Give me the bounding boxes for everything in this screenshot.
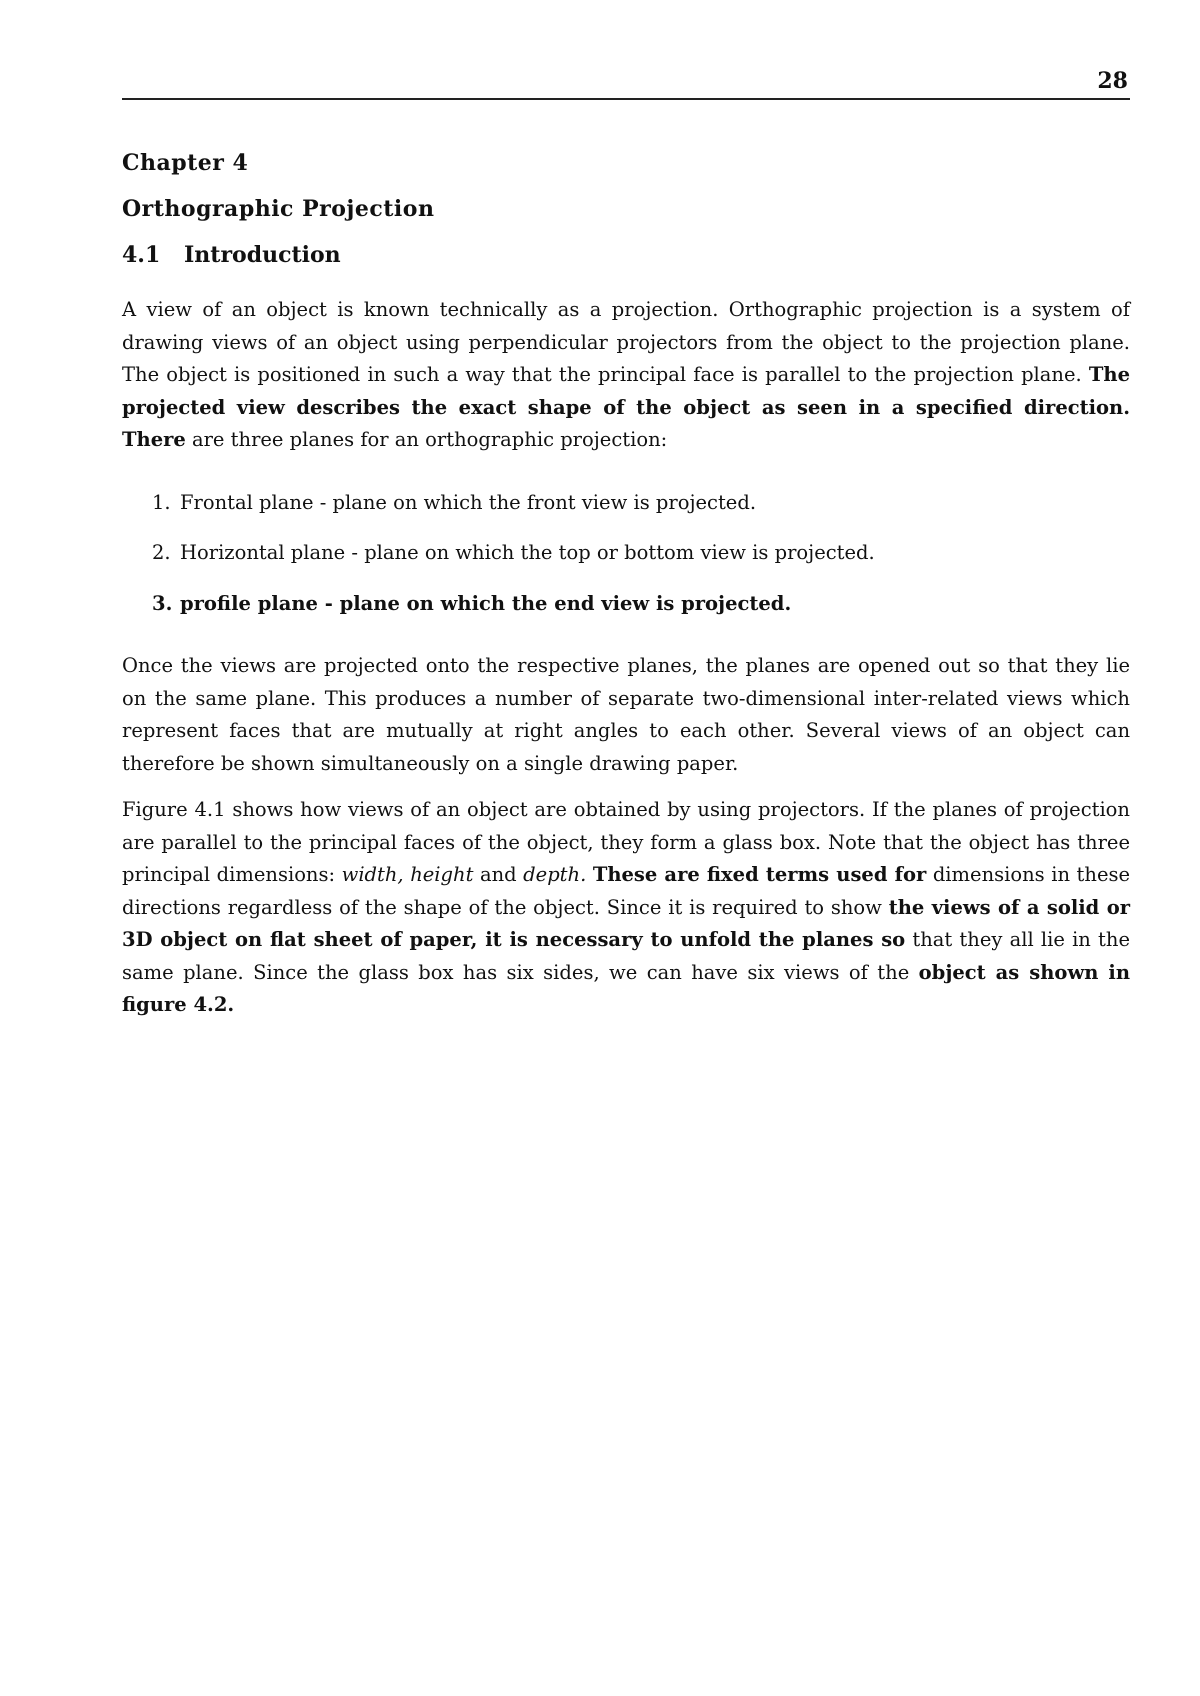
list-item-number: 3.: [152, 591, 173, 615]
glass-box-bold-2: the views of a solid or 3D object on flat sheet of paper, it is necessary to unfold the planes so: [122, 895, 1131, 951]
glass-box-text-3: that they all lie in the same plane. Since the glass box has six sides, we can have six views of the: [122, 928, 1130, 984]
glass-box-text-2: dimensions in these directions regardless of the shape of the object. Since it is required to show: [122, 863, 1131, 919]
page-content: [122, 150, 1130, 1036]
and-word: and: [479, 863, 517, 886]
section-heading: [122, 242, 1130, 268]
term-depth: depth.: [523, 863, 587, 886]
intro-text-2: are three planes for an orthographic projection:: [191, 428, 668, 451]
paragraph-glass-box: [122, 794, 1130, 1022]
list-item-number: 1.: [152, 490, 171, 514]
page-number: 28: [1097, 68, 1128, 94]
paragraph-views-unfolding: Once the views are projected onto the respective planes, the planes are opened out so that they lie on the same plane. This produces a number of separate two-dimensional inter-related views which represent faces that are mutually at right angles to each other. Several views of an object can therefore be shown simultaneously on a single drawing paper.: [122, 654, 1130, 775]
section-title: Introduction: [184, 242, 341, 268]
chapter-title: Orthographic Projection: [122, 196, 435, 222]
glass-box-bold-1: These are fixed terms used for: [592, 863, 927, 886]
glass-box-bold-3: object as shown in figure 4.2.: [122, 960, 1130, 1016]
intro-paragraph: [122, 294, 1130, 457]
intro-text-1: A view of an object is known technically as a projection. Orthographic projection is a system of drawing views of an object using perpendicular projectors from the object to the projection plane. The object is positioned in such a way that the principal face is parallel to the projection plane.: [122, 298, 1130, 386]
term-height: height: [410, 863, 474, 886]
list-item: [122, 588, 1130, 621]
list-item: [122, 537, 1130, 570]
list-item-text: Frontal plane - plane on which the front view is projected.: [180, 490, 757, 514]
chapter-label: Chapter 4: [122, 150, 249, 176]
list-item-number: 2.: [152, 541, 171, 564]
list-item: [122, 487, 1130, 520]
planes-list: [122, 487, 1130, 621]
list-item-text: profile plane - plane on which the end view is projected.: [180, 591, 792, 615]
section-number: 4.1: [122, 242, 161, 268]
term-width: width,: [341, 863, 404, 886]
header-rule: [122, 98, 1130, 100]
glass-box-text-1: Figure 4.1 shows how views of an object are obtained by using projectors. If the planes of projection are parallel to the principal faces of the object, they form a glass box. Note that the object has three principal dimensions:: [122, 798, 1130, 886]
list-item-text: Horizontal plane - plane on which the top or bottom view is projected.: [180, 541, 875, 564]
intro-bold-text: The projected view describes the exact shape of the object as seen in a specified direction. There: [122, 363, 1130, 451]
